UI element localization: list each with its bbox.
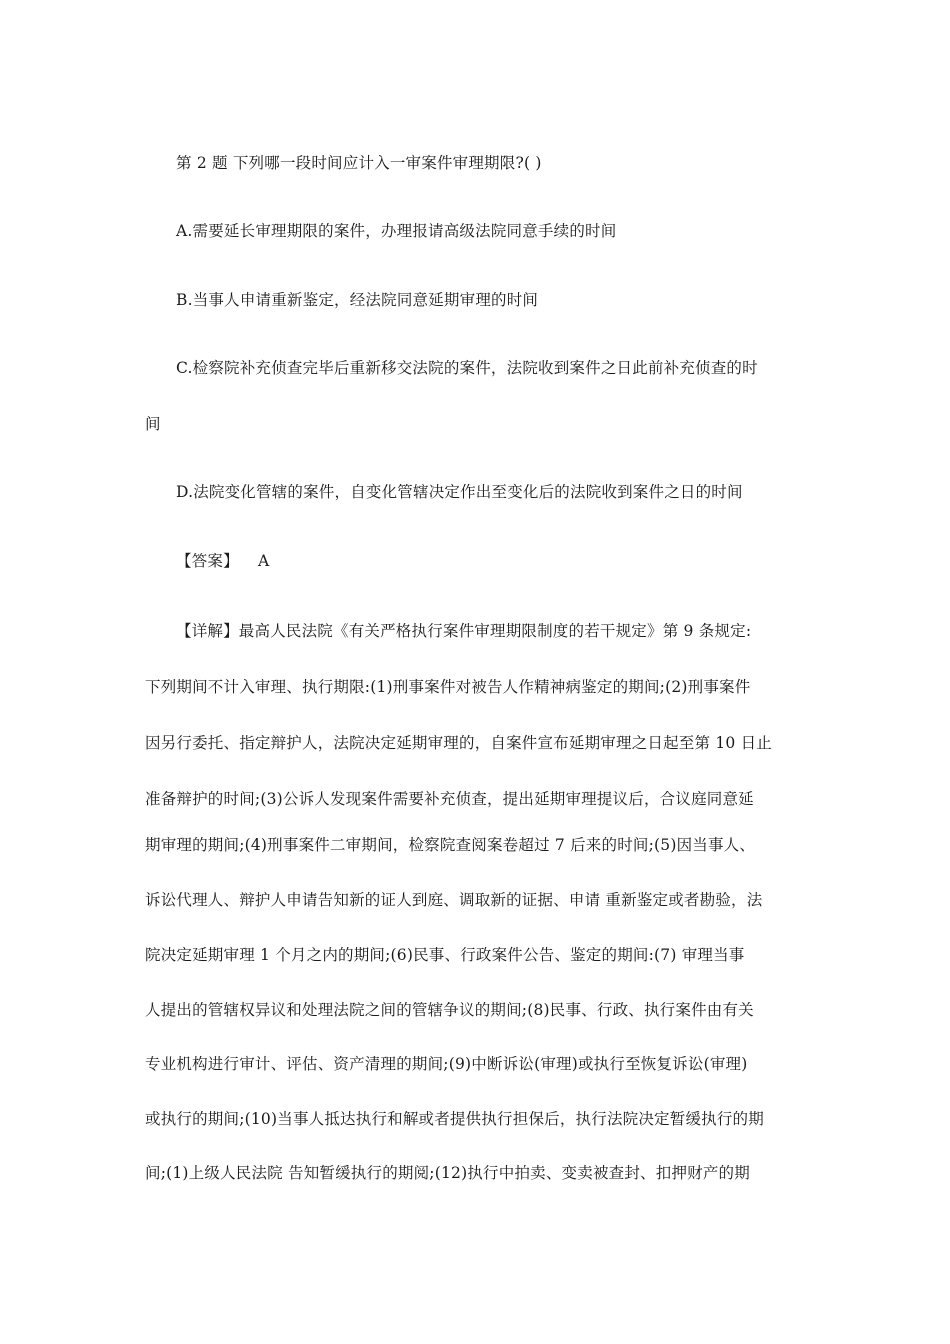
explanation-line: 或执行的期间;(10)当事人抵达执行和解或者提供执行担保后，执行法院决定暂缓执行的期 (145, 1110, 764, 1128)
explanation-line: 下列期间不计入审理、执行期限:(1)刑事案件对被告人作精神病鉴定的期间;(2)刑事案件 (145, 678, 751, 696)
explanation-line: 人提出的管辖权异议和处理法院之间的管辖争议的期间;(8)民事、行政、执行案件由有关 (145, 1001, 754, 1019)
explanation-line: 准备辩护的时间;(3)公诉人发现案件需要补充侦查，提出延期审理提议后，合议庭同意延 (145, 790, 754, 808)
option-d: D.法院变化管辖的案件，自变化管辖决定作出至变化后的法院收到案件之日的时间 (176, 483, 743, 501)
explanation-line: 【详解】最高人民法院《有关严格执行案件审理期限制度的若干规定》第 9 条规定: (176, 622, 752, 640)
option-b: B.当事人申请重新鉴定，经法院同意延期审理的时间 (176, 291, 539, 309)
explanation-line: 间;(1)上级人民法院 告知暂缓执行的期阅;(12)执行中拍卖、变卖被查封、扣押财产的期 (145, 1164, 750, 1182)
answer-value: A (257, 552, 270, 570)
explanation-line: 诉讼代理人、辩护人申请告知新的证人到庭、调取新的证据、申请 重新鉴定或者勘验，法 (145, 891, 763, 909)
option-a: A.需要延长审理期限的案件，办理报请高级法院同意手续的时间 (176, 222, 617, 240)
explanation-line: 专业机构进行审计、评估、资产清理的期间;(9)中断诉讼(审理)或执行至恢复诉讼(审理) (145, 1055, 748, 1073)
option-c-line-1: C.检察院补充侦查完毕后重新移交法院的案件，法院收到案件之日此前补充侦查的时 (176, 359, 758, 377)
option-c-line-2: 间 (145, 415, 161, 433)
question-title: 第 2 题 下列哪一段时间应计入一审案件审理期限?( ) (176, 154, 542, 172)
answer-row (176, 550, 269, 572)
explanation-line: 期审理的期间;(4)刑事案件二审期间，检察院查阅案卷超过 7 后来的时间;(5)因当事人、 (145, 836, 756, 854)
explanation-line: 院决定延期审理 1 个月之内的期间;(6)民事、行政案件公告、鉴定的期间:(7) 审理当事 (145, 946, 745, 964)
explanation-line: 因另行委托、指定辩护人，法院决定延期审理的，自案件宣布延期审理之日起至第 10 日止 (145, 734, 772, 752)
answer-label: 【答案】 (176, 552, 239, 570)
